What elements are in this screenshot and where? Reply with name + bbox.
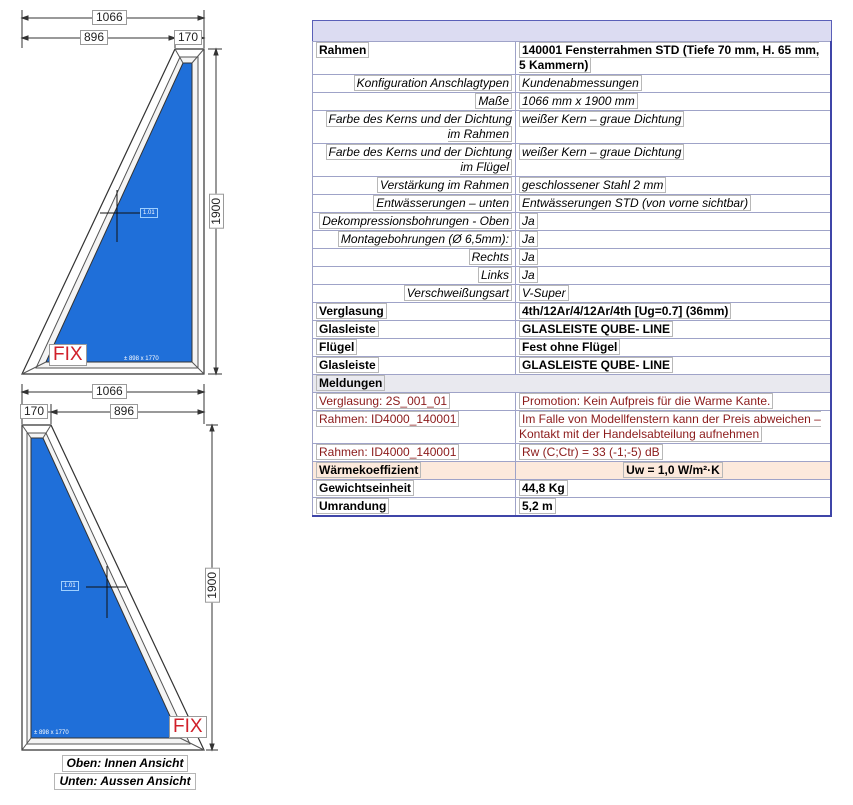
top-width-total: 1066 [92, 10, 127, 25]
table-row [313, 393, 832, 411]
table-row [313, 357, 832, 375]
table-row [313, 267, 832, 285]
top-glass-id: 1.01 [140, 208, 158, 218]
detail-value: V-Super [519, 285, 569, 301]
meldungen-heading: Meldungen [316, 375, 385, 391]
table-row [313, 75, 832, 93]
gewicht-value: 44,8 Kg [519, 480, 568, 496]
table-row [313, 375, 832, 393]
caption-inside: Oben: Innen Ansicht [62, 755, 189, 772]
table-row [313, 339, 832, 357]
message-source: Verglasung: 2S_001_01 [316, 393, 450, 409]
detail-value: Ja [519, 213, 538, 229]
table-row [313, 249, 832, 267]
detail-value: Ja [519, 267, 538, 283]
table-row [313, 231, 832, 249]
top-width-glass: 896 [80, 30, 108, 45]
detail-value: Entwässerungen STD (von vorne sichtbar) [519, 195, 751, 211]
top-fix-label: FIX [49, 344, 87, 366]
verglasung-label: Verglasung [316, 303, 387, 319]
fluegel-value: Fest ohne Flügel [519, 339, 620, 355]
detail-label: Links [478, 267, 512, 283]
table-row [313, 111, 832, 144]
table-row [313, 42, 832, 75]
caption-outside: Unten: Aussen Ansicht [54, 773, 195, 790]
bottom-width-total: 1066 [92, 384, 127, 399]
table-row [313, 195, 832, 213]
bottom-width-frame: 170 [20, 404, 48, 419]
detail-label: Farbe des Kerns und der Dichtung im Flügel [326, 144, 512, 175]
table-row [313, 411, 832, 444]
glasleiste-value: GLASLEISTE QUBE- LINE [519, 321, 673, 337]
gewicht-label: Gewichtseinheit [316, 480, 414, 496]
detail-label: Maße [475, 93, 512, 109]
rahmen-label: Rahmen [316, 42, 369, 58]
glasleiste-label: Glasleiste [316, 357, 379, 373]
bottom-glass-id: 1.01 [61, 581, 79, 591]
detail-label: Rechts [469, 249, 512, 265]
message-source: Rahmen: ID4000_140001 [316, 411, 459, 427]
detail-label: Verschweißungsart [404, 285, 512, 301]
detail-label: Entwässerungen – unten [373, 195, 512, 211]
rahmen-value: 140001 Fensterrahmen STD (Tiefe 70 mm, H. 65 mm, 5 Kammern) [519, 43, 820, 72]
detail-value: Kundenabmessungen [519, 75, 642, 91]
detail-label: Montagebohrungen (Ø 6,5mm): [338, 231, 512, 247]
top-window-drawing [0, 0, 240, 380]
bottom-width-glass: 896 [110, 404, 138, 419]
top-glass-size: ± 898 x 1770 [124, 356, 159, 362]
verglasung-value: 4th/12Ar/4/12Ar/4th [Ug=0.7] (36mm) [519, 303, 731, 319]
bottom-fix-label: FIX [169, 716, 207, 738]
waerme-value: Uw = 1,0 W/m²·K [623, 462, 723, 478]
umrandung-value: 5,2 m [519, 498, 556, 514]
view-caption [40, 755, 210, 791]
umrandung-label: Umrandung [316, 498, 389, 514]
glass-pane [31, 438, 180, 738]
detail-value: geschlossener Stahl 2 mm [519, 177, 666, 193]
table-row [313, 480, 832, 498]
detail-value: weißer Kern – graue Dichtung [519, 144, 684, 160]
table-row [313, 498, 832, 517]
detail-label: Konfiguration Anschlagtypen [354, 75, 512, 91]
table-row [313, 303, 832, 321]
glasleiste-label: Glasleiste [316, 321, 379, 337]
detail-label: Dekompressionsbohrungen - Oben [319, 213, 512, 229]
bottom-glass-size: ± 898 x 1770 [34, 730, 69, 736]
top-height: 1900 [209, 194, 224, 229]
table-row [313, 177, 832, 195]
spec-table [312, 20, 832, 517]
detail-value: Ja [519, 231, 538, 247]
table-row [313, 321, 832, 339]
table-header-bar [312, 20, 832, 41]
table-row [313, 93, 832, 111]
table-row [313, 213, 832, 231]
message-text: Rw (C;Ctr) = 33 (-1;-5) dB [519, 444, 663, 460]
message-text: Im Falle von Modellfenstern kann der Preis abweichen – Kontakt mit der Handelsabteilung aufnehmen [519, 412, 821, 441]
bottom-window-drawing [0, 380, 240, 760]
message-source: Rahmen: ID4000_140001 [316, 444, 459, 460]
detail-value: weißer Kern – graue Dichtung [519, 111, 684, 127]
detail-value: 1066 mm x 1900 mm [519, 93, 638, 109]
detail-label: Verstärkung im Rahmen [377, 177, 512, 193]
detail-value: Ja [519, 249, 538, 265]
table-row [313, 144, 832, 177]
waerme-label: Wärmekoeffizient [316, 462, 421, 478]
glasleiste-value: GLASLEISTE QUBE- LINE [519, 357, 673, 373]
top-width-frame: 170 [174, 30, 202, 45]
message-text: Promotion: Kein Aufpreis für die Warme Kante. [519, 393, 773, 409]
table-row [313, 285, 832, 303]
detail-label: Farbe des Kerns und der Dichtung im Rahmen [326, 111, 512, 142]
bottom-height: 1900 [205, 568, 220, 603]
table-row [313, 444, 832, 462]
fluegel-label: Flügel [316, 339, 357, 355]
table-row [313, 462, 832, 480]
